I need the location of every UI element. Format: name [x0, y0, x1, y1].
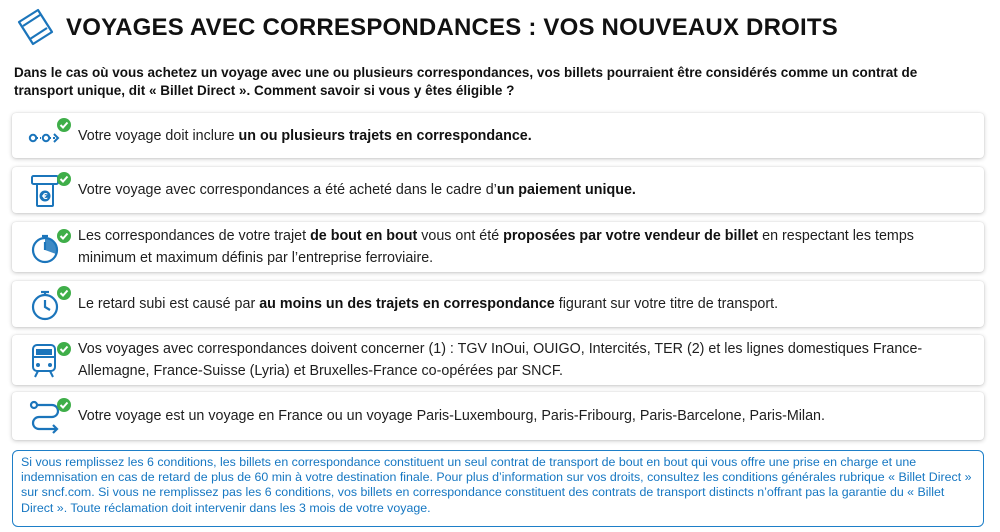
- footer-note: Si vous remplissez les 6 conditions, les billets en correspondance constituent un seul contrat de transport de bout en bout qui vous offre une prise en charge et une indemnisation en cas de retard de plus de 60 min à votre destination finale. Pour plus d’information sur vos droits, consultez les conditions générales rubrique « Billet Direct » sur sncf.com. Si vous ne remplissez pas les 6 conditions, vos billets en correspondance constituent des contrats de transport distincts n’offrant pas la garantie du « Billet Direct ». Toute réclamation doit intervenir dans les 3 mois de votre voyage.: [12, 450, 984, 527]
- delay-clock-icon: [26, 284, 72, 324]
- condition-card: [12, 113, 984, 158]
- condition-text: Les correspondances de votre trajet de bout en bout vous ont été proposées par votre vendeur de billet en respectant les temps minimum et maximum définis par l’entreprise ferroviaire.: [78, 228, 914, 266]
- route-path-icon: [26, 396, 72, 436]
- ticket-icon: [14, 6, 58, 50]
- train-icon: [26, 340, 72, 380]
- header: [14, 6, 984, 50]
- condition-card: [12, 222, 984, 272]
- svg-text:€: €: [42, 192, 48, 201]
- condition-card: [12, 392, 984, 440]
- condition-text: Votre voyage doit inclure un ou plusieurs trajets en correspondance.: [78, 127, 532, 144]
- connection-route-icon: [26, 116, 72, 156]
- condition-card: [12, 281, 984, 327]
- intro-text: Dans le cas où vous achetez un voyage avec une ou plusieurs correspondances, vos billets pourraient être considérés comme un contrat de transport unique, dit « Billet Direct ». Comment savoir si vous y êtes éligible ?: [14, 65, 918, 98]
- stopwatch-icon: [26, 227, 72, 267]
- condition-text: Votre voyage avec correspondances a été acheté dans le cadre d’un paiement unique.: [78, 182, 636, 198]
- condition-card: [12, 335, 984, 385]
- page-title: VOYAGES AVEC CORRESPONDANCES : VOS NOUVEAUX DROITS: [66, 14, 838, 41]
- condition-card: [12, 167, 984, 213]
- single-payment-icon: [26, 170, 72, 210]
- condition-text: Vos voyages avec correspondances doivent concerner (1) : TGV InOui, OUIGO, Intercités, TER (2) et les lignes domestiques France-Allemagne, France-Suisse (Lyria) et Bruxelles-France co-opérées par SNCF.: [78, 341, 923, 379]
- condition-text: Le retard subi est causé par au moins un des trajets en correspondance figurant sur votre titre de transport.: [78, 296, 779, 312]
- condition-text: Votre voyage est un voyage en France ou un voyage Paris-Luxembourg, Paris-Fribourg, Paris-Barcelone, Paris-Milan.: [78, 408, 825, 424]
